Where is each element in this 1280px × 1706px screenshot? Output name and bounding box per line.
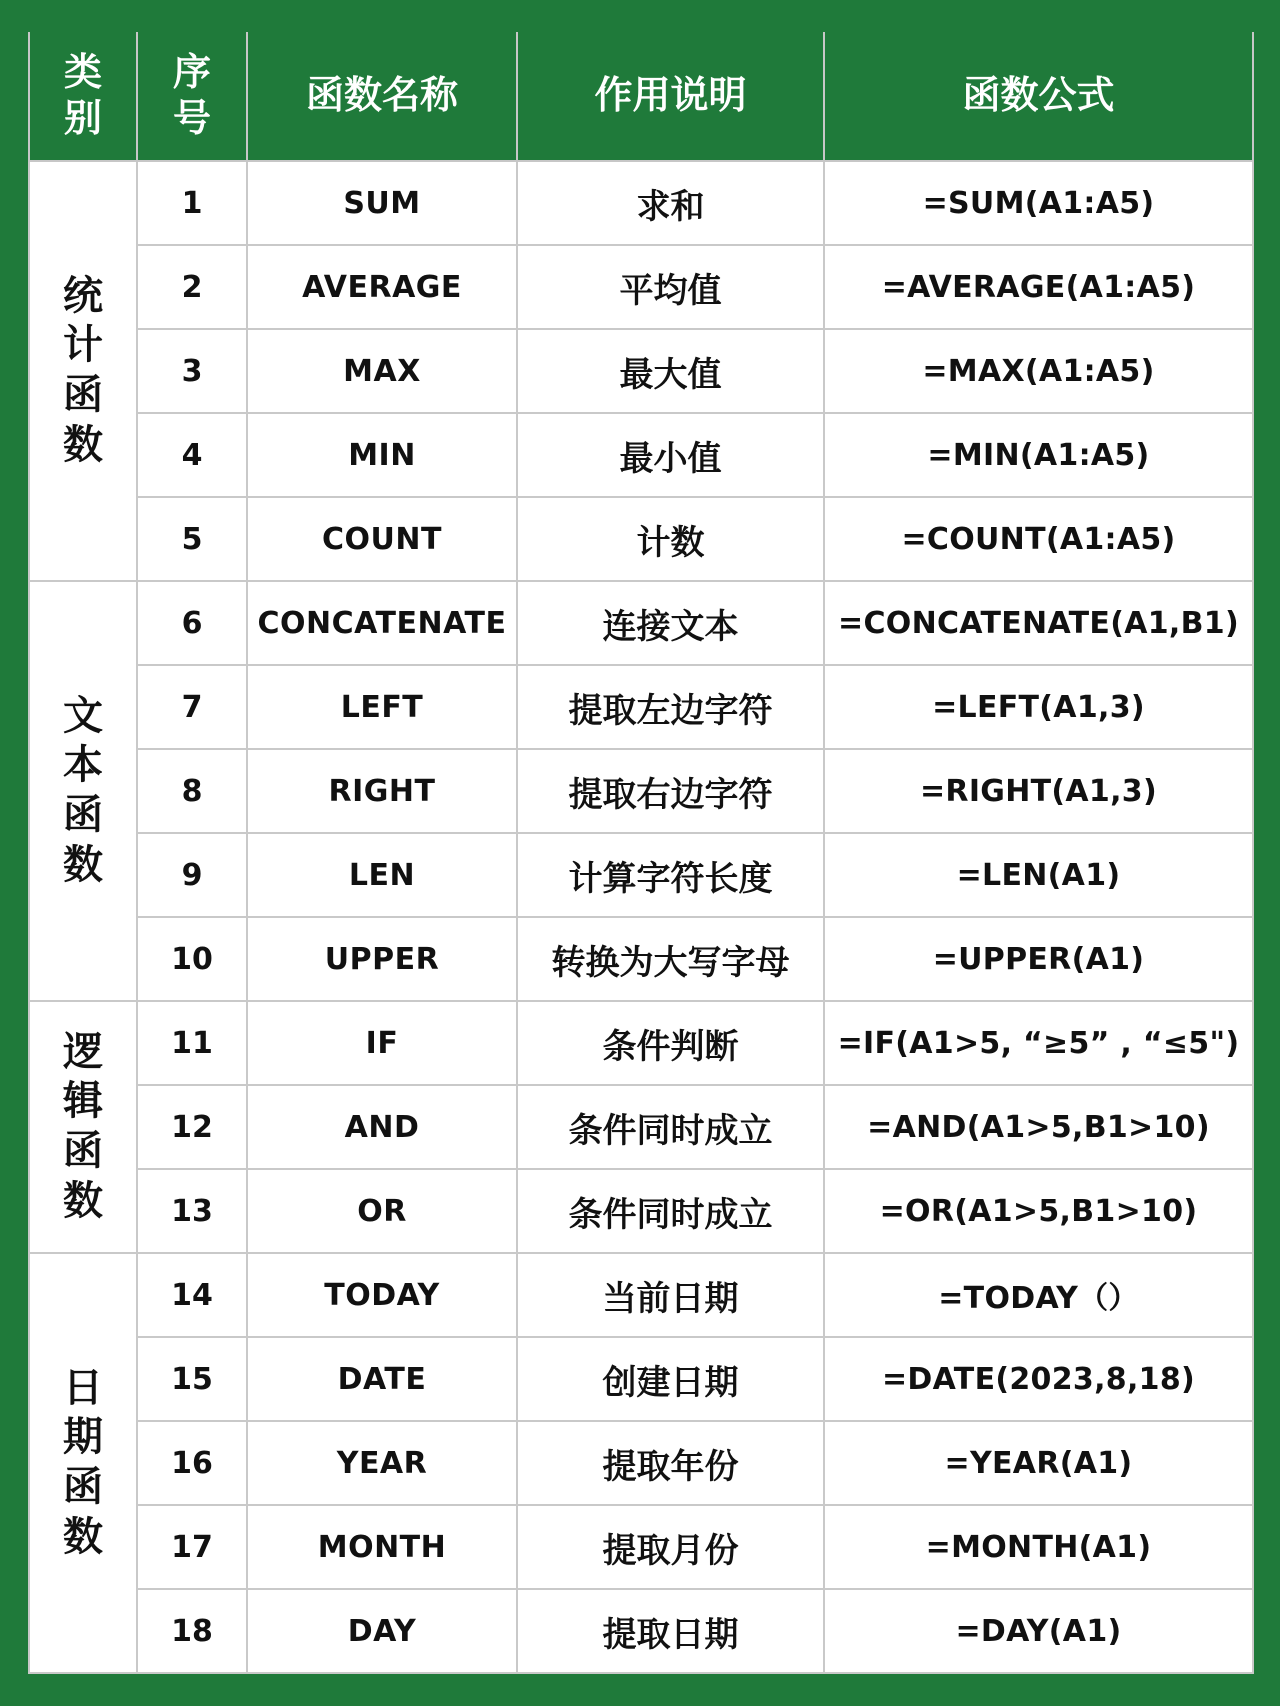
table-row: [29, 161, 1253, 245]
description-cell: 计算字符长度: [517, 833, 824, 917]
formula-cell: =TODAY（）: [824, 1253, 1253, 1337]
formula-cell: =MIN(A1:A5): [824, 413, 1253, 497]
description-cell: 平均值: [517, 245, 824, 329]
formula-cell: =DAY(A1): [824, 1589, 1253, 1673]
index-cell: 16: [137, 1421, 247, 1505]
description-cell: 提取右边字符: [517, 749, 824, 833]
function-name-cell: TODAY: [247, 1253, 517, 1337]
function-table: [28, 32, 1254, 1674]
table-row: [29, 497, 1253, 581]
table-row: [29, 1589, 1253, 1673]
index-cell: 10: [137, 917, 247, 1001]
description-cell: 提取日期: [517, 1589, 824, 1673]
header-category: 类别: [29, 32, 137, 161]
formula-cell: =SUM(A1:A5): [824, 161, 1253, 245]
header-formula: 函数公式: [824, 32, 1253, 161]
header-index: 序号: [137, 32, 247, 161]
description-cell: 最小值: [517, 413, 824, 497]
index-cell: 6: [137, 581, 247, 665]
function-name-cell: AND: [247, 1085, 517, 1169]
table-row: [29, 329, 1253, 413]
function-name-cell: LEFT: [247, 665, 517, 749]
formula-cell: =COUNT(A1:A5): [824, 497, 1253, 581]
table-row: [29, 917, 1253, 1001]
index-cell: 11: [137, 1001, 247, 1085]
table-row: [29, 665, 1253, 749]
table-row: [29, 1421, 1253, 1505]
table-row: [29, 581, 1253, 665]
formula-cell: =YEAR(A1): [824, 1421, 1253, 1505]
table-row: [29, 1337, 1253, 1421]
formula-cell: =AVERAGE(A1:A5): [824, 245, 1253, 329]
formula-cell: =MONTH(A1): [824, 1505, 1253, 1589]
function-name-cell: DAY: [247, 1589, 517, 1673]
function-name-cell: MONTH: [247, 1505, 517, 1589]
function-name-cell: MIN: [247, 413, 517, 497]
function-name-cell: OR: [247, 1169, 517, 1253]
function-name-cell: DATE: [247, 1337, 517, 1421]
index-cell: 4: [137, 413, 247, 497]
table-row: [29, 1253, 1253, 1337]
function-table-frame: [28, 32, 1252, 1674]
description-cell: 创建日期: [517, 1337, 824, 1421]
header-row: [29, 32, 1253, 161]
description-cell: 连接文本: [517, 581, 824, 665]
index-cell: 15: [137, 1337, 247, 1421]
formula-cell: =LEN(A1): [824, 833, 1253, 917]
category-cell: 日期函数: [29, 1253, 137, 1673]
description-cell: 计数: [517, 497, 824, 581]
table-row: [29, 413, 1253, 497]
category-cell: 统计函数: [29, 161, 137, 581]
function-name-cell: RIGHT: [247, 749, 517, 833]
table-row: [29, 1505, 1253, 1589]
table-row: [29, 1085, 1253, 1169]
index-cell: 13: [137, 1169, 247, 1253]
index-cell: 5: [137, 497, 247, 581]
index-cell: 14: [137, 1253, 247, 1337]
table-row: [29, 833, 1253, 917]
formula-cell: =RIGHT(A1,3): [824, 749, 1253, 833]
function-name-cell: MAX: [247, 329, 517, 413]
description-cell: 求和: [517, 161, 824, 245]
formula-cell: =UPPER(A1): [824, 917, 1253, 1001]
index-cell: 1: [137, 161, 247, 245]
function-name-cell: LEN: [247, 833, 517, 917]
index-cell: 3: [137, 329, 247, 413]
function-name-cell: YEAR: [247, 1421, 517, 1505]
index-cell: 18: [137, 1589, 247, 1673]
formula-cell: =AND(A1>5,B1>10): [824, 1085, 1253, 1169]
description-cell: 提取年份: [517, 1421, 824, 1505]
formula-cell: =DATE(2023,8,18): [824, 1337, 1253, 1421]
function-name-cell: SUM: [247, 161, 517, 245]
index-cell: 2: [137, 245, 247, 329]
description-cell: 转换为大写字母: [517, 917, 824, 1001]
table-row: [29, 749, 1253, 833]
category-cell: 文本函数: [29, 581, 137, 1001]
description-cell: 条件同时成立: [517, 1169, 824, 1253]
table-row: [29, 1001, 1253, 1085]
table-row: [29, 245, 1253, 329]
header-function-name: 函数名称: [247, 32, 517, 161]
function-name-cell: IF: [247, 1001, 517, 1085]
header-description: 作用说明: [517, 32, 824, 161]
index-cell: 7: [137, 665, 247, 749]
description-cell: 当前日期: [517, 1253, 824, 1337]
description-cell: 最大值: [517, 329, 824, 413]
index-cell: 17: [137, 1505, 247, 1589]
formula-cell: =LEFT(A1,3): [824, 665, 1253, 749]
formula-cell: =MAX(A1:A5): [824, 329, 1253, 413]
description-cell: 条件同时成立: [517, 1085, 824, 1169]
index-cell: 8: [137, 749, 247, 833]
table-row: [29, 1169, 1253, 1253]
formula-cell: =IF(A1>5, “≥5” , “≤5"): [824, 1001, 1253, 1085]
formula-cell: =OR(A1>5,B1>10): [824, 1169, 1253, 1253]
index-cell: 9: [137, 833, 247, 917]
function-name-cell: CONCATENATE: [247, 581, 517, 665]
description-cell: 提取左边字符: [517, 665, 824, 749]
description-cell: 条件判断: [517, 1001, 824, 1085]
function-name-cell: COUNT: [247, 497, 517, 581]
formula-cell: =CONCATENATE(A1,B1): [824, 581, 1253, 665]
index-cell: 12: [137, 1085, 247, 1169]
description-cell: 提取月份: [517, 1505, 824, 1589]
function-name-cell: UPPER: [247, 917, 517, 1001]
function-name-cell: AVERAGE: [247, 245, 517, 329]
category-cell: 逻辑函数: [29, 1001, 137, 1253]
